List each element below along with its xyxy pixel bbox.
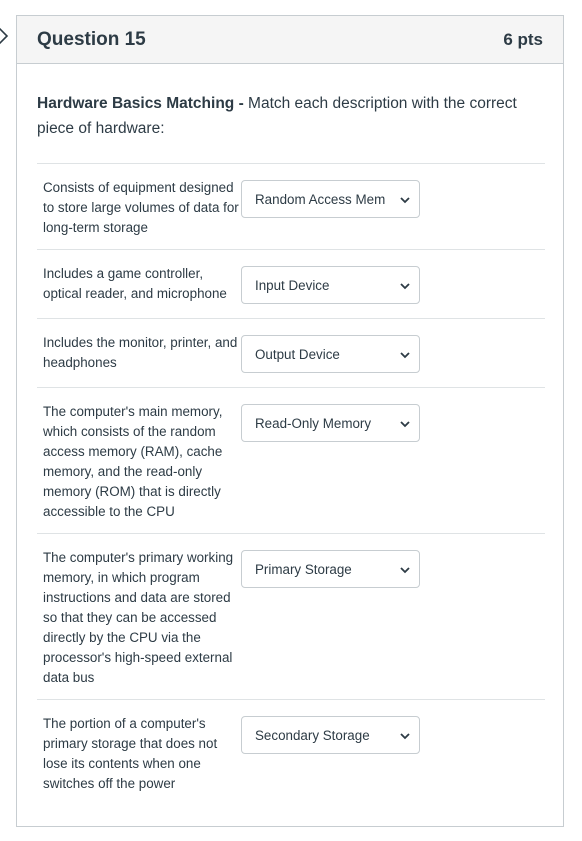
selected-value: Random Access Mem: [255, 191, 386, 207]
row-description: Consists of equipment designed to store large volumes of data for long-term storage: [43, 180, 239, 235]
matching-row: [37, 533, 545, 699]
chevron-down-icon: [399, 280, 411, 292]
row-description: Includes a game controller, optical reader, and microphone: [43, 266, 227, 301]
selected-value: Output Device: [255, 346, 340, 362]
answer-select[interactable]: [241, 550, 420, 588]
matching-row: [37, 387, 545, 533]
question-title: Question 15: [37, 28, 146, 50]
matching-row: [37, 249, 545, 318]
chevron-down-icon: [399, 730, 411, 742]
question-points: 6 pts: [503, 29, 543, 49]
matching-rows: [37, 163, 545, 809]
matching-row: [37, 318, 545, 387]
question-prompt-text: Match each description with the correct piece of hardware:: [37, 95, 517, 137]
matching-row: [37, 699, 545, 809]
chevron-down-icon: [399, 349, 411, 361]
selected-value: Input Device: [255, 277, 330, 293]
question-header: [17, 16, 563, 64]
row-description: The computer's main memory, which consists of the random access memory (RAM), cache memory, and the read-only memory (ROM) that is directly accessible to the CPU: [43, 404, 223, 519]
question-card: [16, 15, 564, 827]
question-prompt: [37, 91, 537, 141]
answer-select[interactable]: [241, 335, 420, 373]
answer-select[interactable]: [241, 404, 420, 442]
row-description: The portion of a computer's primary storage that does not lose its contents when one switches off the power: [43, 716, 218, 791]
chevron-down-icon: [399, 564, 411, 576]
question-prompt-bold: Hardware Basics Matching -: [37, 95, 244, 112]
answer-select[interactable]: [241, 266, 420, 304]
selected-value: Read-Only Memory: [255, 415, 372, 431]
row-description: The computer's primary working memory, in which program instructions and data are stored so that they can be accessed directly by the CPU via the processor's high-speed external data bus: [43, 550, 234, 685]
selected-value: Primary Storage: [255, 561, 352, 577]
row-description: Includes the monitor, printer, and headphones: [43, 335, 238, 370]
chevron-down-icon: [399, 194, 411, 206]
chevron-down-icon: [399, 418, 411, 430]
matching-row: [37, 163, 545, 249]
answer-select[interactable]: [241, 716, 420, 754]
answer-select[interactable]: [241, 180, 420, 218]
selected-value: Secondary Storage: [255, 727, 370, 743]
chevron-right-icon[interactable]: [0, 24, 14, 48]
